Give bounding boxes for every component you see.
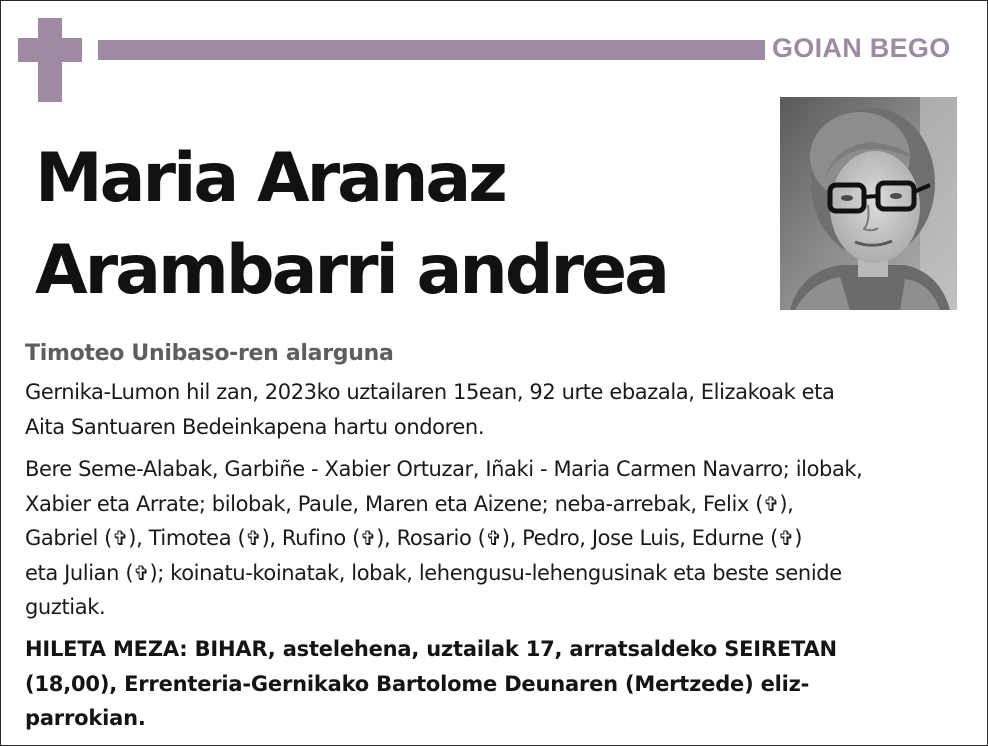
family-paragraph [25,452,862,625]
family-line: guztiak. [25,595,106,619]
deceased-cross-icon: ✞ [763,491,780,516]
death-line: Aita Santuaren Bedeinkapena hartu ondoren. [25,414,485,439]
family-line [25,487,862,522]
funeral-paragraph [25,632,837,736]
family-text: ) [794,526,802,550]
death-paragraph [25,375,834,444]
portrait-photo [780,97,957,310]
funeral-line: parrokian. [25,706,146,730]
deceased-name-line-1: Maria Aranaz [35,139,505,218]
family-line [25,521,862,556]
family-text: eta Julian ( [25,560,134,585]
deceased-cross-icon: ✞ [133,560,150,585]
family-line: Bere Seme-Alabak, Garbiñe - Xabier Ortuzar, Iñaki - Maria Carmen Navarro; ilobak, [25,457,863,481]
cross-icon-arm [18,38,82,62]
deceased-name-line-2: Arambarri andrea [35,231,668,310]
family-text: ), Rosario ( [376,526,486,550]
header-divider-bar [98,40,765,60]
subtitle-widow-of: Timoteo Unibaso-ren alarguna [25,341,394,366]
deceased-cross-icon: ✞ [485,526,502,550]
parish-label: GOIAN BEGO [772,33,951,63]
family-text: ); koinatu-koinatak, lobak, lehengusu-lehengusinak eta beste senide [149,560,842,585]
family-text: Gabriel ( [25,526,112,550]
family-text: ), [779,491,794,516]
deceased-cross-icon: ✞ [111,526,129,550]
funeral-line: HILETA MEZA: BIHAR, astelehena, uztailak 17, arratsaldeko SEIRETAN [25,637,837,661]
family-text: ), Timotea ( [128,526,246,550]
deceased-cross-icon: ✞ [359,526,377,550]
deceased-cross-icon: ✞ [777,526,795,550]
family-text: ), Pedro, Jose Luis, Edurne ( [501,526,778,550]
funeral-line: (18,00), Errenteria-Gernikako Bartolome Deunaren (Mertzede) eliz- [25,671,810,696]
deceased-name [35,133,667,317]
family-text: ), Rufino ( [261,526,360,550]
portrait-illustration [780,97,957,310]
family-line [25,556,862,591]
family-text: Xabier eta Arrate; bilobak, Paule, Maren eta Aizene; neba-arrebak, Felix ( [25,491,763,516]
death-line: Gernika-Lumon hil zan, 2023ko uztailaren 15ean, 92 urte ebazala, Elizakoak eta [25,380,835,404]
deceased-cross-icon: ✞ [245,526,262,550]
